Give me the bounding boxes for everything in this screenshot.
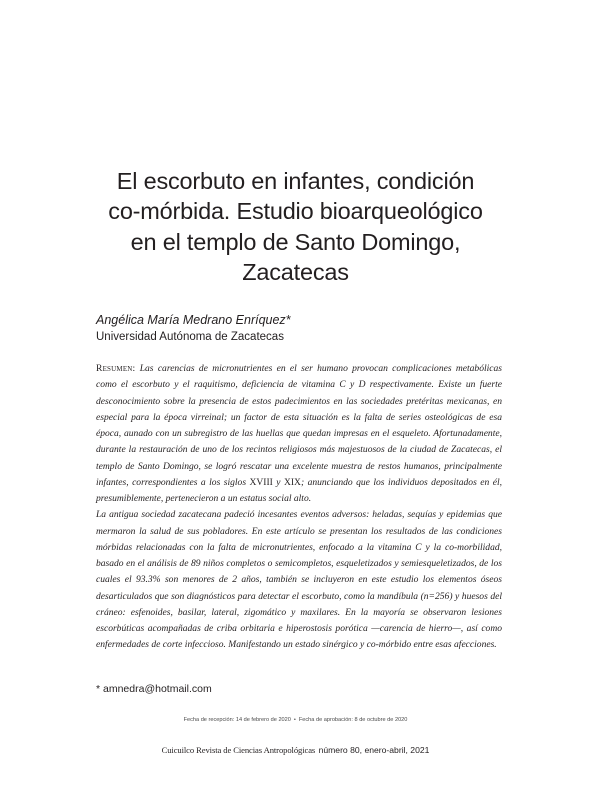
title-line-1: El escorbuto en infantes, condición	[116, 167, 475, 194]
journal-issue: número 80, enero-abril, 2021	[318, 745, 430, 755]
abstract-text-1b: y	[272, 476, 284, 488]
title-line-4: Zacatecas	[242, 259, 349, 286]
author-email-footnote: * amnedra@hotmail.com	[96, 683, 212, 695]
title-line-3: en el templo de Santo Domingo,	[130, 228, 461, 255]
journal-footer	[0, 745, 591, 755]
article-title	[80, 166, 511, 288]
bullet-separator: •	[293, 717, 296, 723]
title-line-2: co-mórbida. Estudio bioarqueológico	[108, 198, 483, 225]
century-19: XIX	[283, 476, 301, 488]
abstract-paragraph-1	[96, 361, 502, 507]
abstract-text-1a: Las carencias de micronutrientes en el ser humano provocan complicaciones metabólicas como el escorbuto y el raquitismo, deficiencia de vitamina C y D respectivamente. Existe un fuerte desconocimiento sobre la presencia de estos padecimientos en las sociedades pretéritas mexicanas, en especial para la época virreinal; un factor de esta situación es la falta de series osteológicas de esa época, aunado con un subregistro de las huellas que quedan impresas en el esqueleto. Afortunadamente, durante la restauración de uno de los recintos religiosos más majestuosos de la ciudad de Zacatecas, el templo de Santo Domingo, se logró rescatar una excelente muestra de restos humanos, principalmente infantes, correspondientes a los siglos	[96, 363, 502, 488]
submission-dates	[0, 717, 591, 723]
author-affiliation: Universidad Autónoma de Zacatecas	[96, 331, 284, 343]
century-18: XVIII	[249, 476, 273, 488]
author-name: Angélica María Medrano Enríquez*	[96, 313, 291, 327]
journal-name: Cuicuilco Revista de Ciencias Antropológicas	[161, 745, 316, 755]
abstract-label: Resumen:	[96, 363, 136, 374]
abstract-text-1c: ; anunciando que los individuos depositados en él, presumiblemente, pertenecieron a un estatus social alto.	[96, 476, 502, 504]
approved-date: Fecha de aprobación: 8 de octubre de 2020	[298, 717, 408, 723]
abstract-paragraph-2: La antigua sociedad zacatecana padeció incesantes eventos adversos: heladas, sequías y epidemias que mermaron la salud de sus pobladores. En este artículo se presentan los resultados de las condiciones mórbidas relacionadas con la falta de micronutrientes, enfocado a la vitamina C y la co-morbilidad, basado en el análisis de 89 niños completos o semicompletos, esqueletizados y semiesqueletizados, de los cuales el 93.3% son menores de 2 años, también se incluyeron en este estudio los elementos óseos desarticulados que son diagnósticos para detectar el escorbuto, como la mandíbula (n=256) y huesos del cráneo: esfenoides, basilar, lateral, zigomático y maxilares. En la mayoría se observaron lesiones escorbúticas acompañadas de criba orbitaria e hiperostosis porótica —carencia de hierro—, así como enfermedades de corte infeccioso. Manifestando un estado sinérgico y co-mórbido entre esas afecciones.	[96, 509, 502, 651]
abstract	[96, 361, 502, 654]
received-date: Fecha de recepción: 14 de febrero de 2020	[183, 717, 291, 723]
